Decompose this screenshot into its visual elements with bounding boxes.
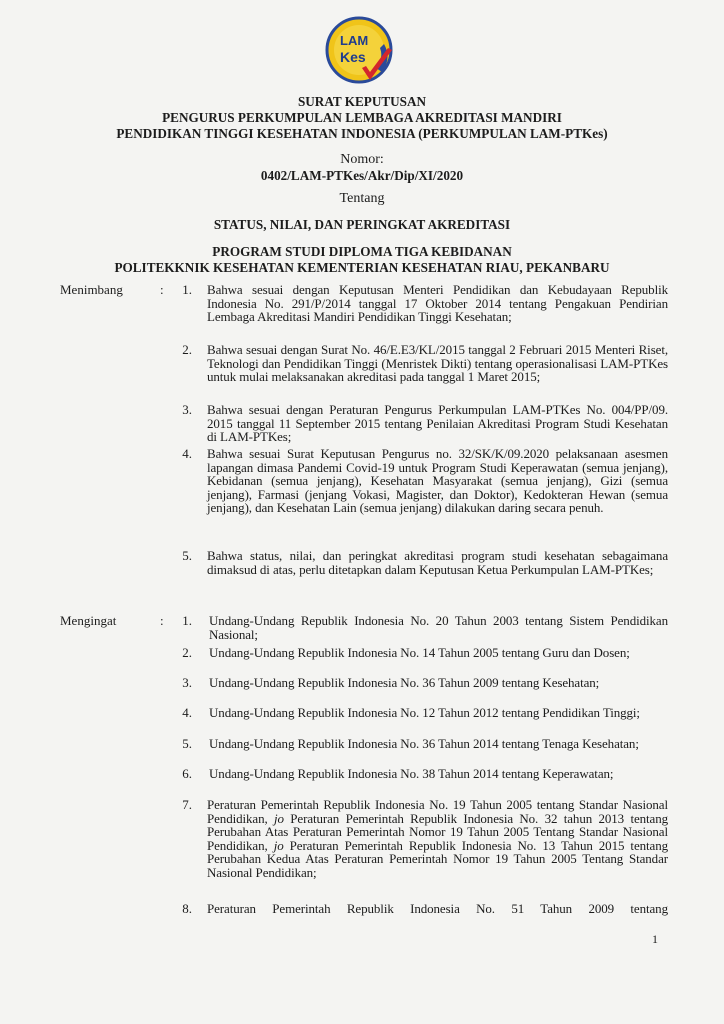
page-number: 1 <box>652 932 658 946</box>
mengingat-item-2: Undang-Undang Republik Indonesia No. 14 Tahun 2005 tentang Guru dan Dosen; <box>209 645 630 660</box>
mengingat-item-7 <box>207 798 668 879</box>
mengingat-item-3: Undang-Undang Republik Indonesia No. 36 Tahun 2009 tentang Kesehatan; <box>209 675 600 690</box>
mengingat-num-4: 4. <box>182 705 192 720</box>
menimbang-item-5: Bahwa status, nilai, dan peringkat akreditasi program studi kesehatan sebagaimana dimaksud di atas, perlu ditetapkan dalam Keputusan Ketua Perkumpulan LAM-PTKes; <box>207 548 668 577</box>
mengingat-item-7-part-a: Peraturan Pemerintah Republik Indonesia No. 19 Tahun 2005 tentang Standar Nasional Pendidikan, <box>207 797 668 826</box>
menimbang-num-3: 3. <box>182 402 192 417</box>
mengingat-num-8: 8. <box>182 901 192 916</box>
menimbang-colon: : <box>160 282 164 297</box>
lam-ptkes-logo <box>322 14 398 88</box>
mengingat-num-7: 7. <box>182 797 192 812</box>
menimbang-item-1: Bahwa sesuai dengan Keputusan Menteri Pendidikan dan Kebudayaan Republik Indonesia No. 291/P/2014 tanggal 17 Oktober 2014 tentang Pengakuan Pendirian Lembaga Akreditasi Mandiri Pendidikan Tinggi Kesehatan; <box>207 282 668 324</box>
mengingat-num-6: 6. <box>182 766 192 781</box>
header-line-2: PENGURUS PERKUMPULAN LEMBAGA AKREDITASI MANDIRI <box>162 110 562 125</box>
mengingat-item-4: Undang-Undang Republik Indonesia No. 12 Tahun 2012 tentang Pendidikan Tinggi; <box>209 705 640 720</box>
menimbang-num-5: 5. <box>182 548 192 563</box>
mengingat-item-6: Undang-Undang Republik Indonesia No. 38 Tahun 2014 tentang Keperawatan; <box>209 766 614 781</box>
mengingat-num-3: 3. <box>182 675 192 690</box>
header-line-3: PENDIDIKAN TINGGI KESEHATAN INDONESIA (PERKUMPULAN LAM-PTKes) <box>116 126 608 141</box>
logo-text-lam: LAM <box>340 33 369 48</box>
mengingat-label: Mengingat <box>60 613 117 628</box>
mengingat-num-2: 2. <box>182 645 192 660</box>
mengingat-item-7-jo-1: jo <box>274 810 284 826</box>
mengingat-item-5: Undang-Undang Republik Indonesia No. 36 Tahun 2014 tentang Tenaga Kesehatan; <box>209 736 639 751</box>
header-line-1: SURAT KEPUTUSAN <box>297 94 427 109</box>
mengingat-item-7-part-b: Peraturan Pemerintah Republik Indonesia No. 32 tahun 2013 tentang Perubahan Atas Peraturan Pemerintah Nomor 19 Tahun 2005 Tentang Standar Nasional Pendidikan, <box>207 810 669 853</box>
logo-text-kes: Kes <box>340 49 366 65</box>
mengingat-item-8: Peraturan Pemerintah Republik Indonesia No. 51 Tahun 2009 tentang <box>207 901 668 916</box>
tentang-label: Tentang <box>339 191 385 206</box>
menimbang-label: Menimbang <box>60 282 123 297</box>
menimbang-num-2: 2. <box>182 342 192 357</box>
program-title-1: PROGRAM STUDI DIPLOMA TIGA KEBIDANAN <box>212 244 512 259</box>
mengingat-colon: : <box>160 613 164 628</box>
mengingat-item-1: Undang-Undang Republik Indonesia No. 20 Tahun 2003 tentang Sistem Pendidikan Nasional; <box>209 613 668 642</box>
menimbang-num-4: 4. <box>182 446 192 461</box>
nomor-value: 0402/LAM-PTKes/Akr/Dip/XI/2020 <box>260 168 464 183</box>
mengingat-num-1: 1. <box>182 613 192 628</box>
menimbang-item-2: Bahwa sesuai dengan Surat No. 46/E.E3/KL/2015 tanggal 2 Februari 2015 Menteri Riset, Teknologi dan Pendidikan Tinggi (Menristek Dikti) tentang operasionalisasi LAM-PTKes untuk mulai melaksanakan akreditasi pada tanggal 1 Maret 2015; <box>207 342 668 384</box>
menimbang-item-4: Bahwa sesuai Surat Keputusan Pengurus no. 32/SK/K/09.2020 pelaksanaan asesmen lapangan dimasa Pandemi Covid-19 untuk Program Studi Keperawatan (semua jenjang), Kebidanan (semua jenjang), Kesehatan Masyarakat (semua jenjang), Gizi (semua jenjang), Farmasi (jenjang Vokasi, Magister, dan Doktor), Kedokteran Hewan (semua jenjang), dan Kesehatan Lain (semua jenjang) dilakukan daring secara penuh. <box>207 446 668 515</box>
mengingat-num-5: 5. <box>182 736 192 751</box>
menimbang-num-1: 1. <box>182 282 192 297</box>
menimbang-item-3: Bahwa sesuai dengan Peraturan Pengurus Perkumpulan LAM-PTKes No. 004/PP/09. 2015 tanggal 11 September 2015 tentang Penilaian Akreditasi Program Studi Kesehatan di LAM-PTKes; <box>207 402 668 444</box>
mengingat-item-7-jo-2: jo <box>273 837 284 853</box>
subject-title: STATUS, NILAI, DAN PERINGKAT AKREDITASI <box>213 217 511 232</box>
program-title-2: POLITEKKNIK KESEHATAN KEMENTERIAN KESEHATAN RIAU, PEKANBARU <box>114 260 610 275</box>
nomor-label: Nomor: <box>340 152 384 167</box>
mengingat-item-7-part-c: Peraturan Pemerintah Republik Indonesia No. 13 Tahun 2015 tentang Perubahan Kedua Atas Peraturan Pemerintah Nomor 19 Tahun 2005 Tentang Standar Nasional Pendidikan; <box>207 837 668 880</box>
